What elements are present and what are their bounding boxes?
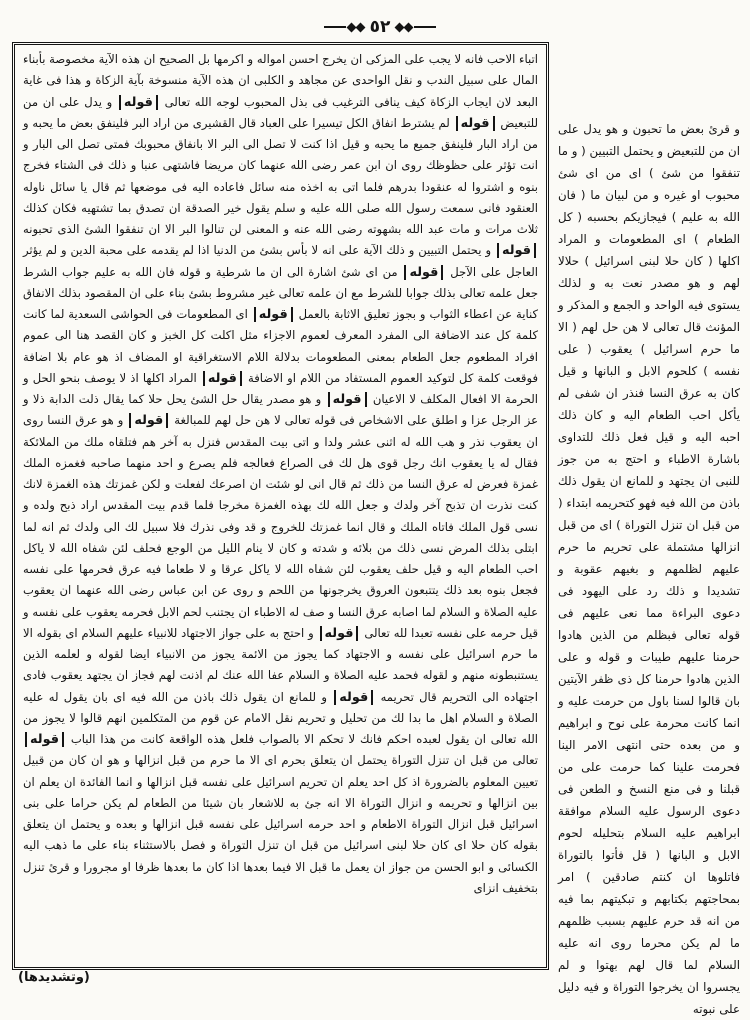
qawluh-marker: قوله <box>404 265 443 280</box>
commentary-segment: و هو عرق النسا روى ان يعقوب نذر و هب الله له اثنى عشر ولدا و اتى بيت المقدس فنزل به آخر هم فتلقاه ملك من الملائكة فقال له يا يعقوب انك رجل قوى هل لك فى الصراع فعالجه فلم يصرع و احد منهما صاحبه فغمزه الملك غمزة فعرض له عرق النسا من ذلك ثم قال انى لو شئت ان اصرعك لفعلت و لكن غمزتك هذه الغمزة لانك كنت نذرت ان تذبح آخر ولدك و جعل الله لك بهذه الغمزة مخرجا فلما قدم بيت المقدس اراد ذبح ولده و نسى قول الملك فاتاه الملك و قال انما غمزتك للخروج و قد وفى نذرك فلا سبيل لك الى ولدك ثم انه لما ابتلى بذلك المرض نسى ذلك من بلائه و شدته و كان لا ينام الليل من الوجع فحلف لئن شفاه الله لا ياكل احب الطعام اليه و قيل حلف يعقوب لئن شفاه الله لا ياكل عرقا و لا طعاما فيه عرق فحرمها على نفسه فجعل بنوه بعد ذلك يتتبعون العروق يخرجونها من اللحم و روى عن ابن عباس رضى الله عنهما ان يعقوب عليه الصلاة و السلام لما اصابه عرق النسا و صف له الاطباء ان يجتنب لحم الابل فحرمه يعقوب على نفسه و قيل حرمه على نفسه تعبدا لله تعالى <box>23 413 538 640</box>
commentary-segment: لم يشترط انفاق الكل تيسيرا على العباد قال القشيرى من اراد البر فلينفق بعض ما يحبه و من اراد البار فلينفق جميع ما يحبه و قيل اذا كنت لا تصل الى البر الا بانفاق محبوبك فمتى تصل الى البار و انت تؤثر على حظوظك روى ان ابن عمر رضى الله عنهما كان مريضا فاشتهى عنبا و ذلك فى الشتاء فخرج بنوه و اشتروا له عنقودا بدرهم فلما اتى به اخذه منه سائل فاعاده اليه فى موضعها ثم قال يا سائل ناوله العنقود فانى سمعت رسول الله صلى الله عليه و سلم يقول خير الصدقة ان تصدق بما تشتهيه فكان كذلك ثلاث مرات و مات عبد الله بشهوته رضى الله عنه و المعنى لن تنالوا البر الا ان تنفقوا الشئ الذى تحبونه <box>23 115 538 236</box>
commentary-segment: و هو مصدر يقال حل الشئ يحل حلا كما يقال ذلت الدابة ذلا و عز الرجل عزا و اطلق على الاشخاص فى قوله تعالى لا هن حل لهم للمبالغة <box>23 392 539 428</box>
main-commentary-frame <box>12 42 549 970</box>
qawluh-marker: قوله <box>320 626 359 641</box>
qawluh-marker: قوله <box>328 392 367 407</box>
qawluh-marker: قوله <box>254 307 293 322</box>
page-number-value: ٥٢ <box>369 17 391 37</box>
qawluh-marker: قوله <box>334 690 373 705</box>
qawluh-marker: قوله <box>129 413 168 428</box>
commentary-segment: اى المطعومات فى الحواشى السعدية لما كانت كلمة كل عند الاضافة الى المفرد المعرف لعموم الاجزاء مثل اكلت كل الخبز و كان القصد هنا الى عموم افراد المطعوم جعل الطعام بمعنى المطعومات بدلالة اللام الاستغراقية او المضاف اذ هو عام بلا اضافة فوقعت كلمة كل لتوكيد العموم المستفاد من اللام او الاضافة <box>23 307 539 385</box>
commentary-segment: و للمانع ان يقول ذلك باذن من الله فيه اى بان يقول له عليه الصلاة و السلام اهل ما بدا لك من تحليل و تحريم نقل الامام عن قوم من المتكلمين انهم قالوا لا يجوز من الله تعالى ان يقول لعبده احكم فانك لا تحكم الا بالصواب فلعل هذه الواقعة كانت من هذا الباب <box>23 689 538 746</box>
page-number <box>290 14 470 40</box>
qawluh-marker: قوله <box>456 116 495 131</box>
commentary-segment: و يدل على ان من للتبعيض <box>23 94 539 130</box>
commentary-segment: تعالى من قبل ان تنزل التوراة يحتمل ان يتعلق بحرم اى الا ما حرم من قبل انزالها و هو ان كان من قبيل تعيين المعلوم بالضرورة اذ كل احد يعلم ان تحريم اسرائيل على نفسه قبل انزالها و انما الفائدة ان يعلم ان بين انزالها و تحريمه و انزال التوراة الا انه جئ به للاشعار بان شيئا من الطعام لم يكن حراما على بنى اسرائيل قبل انزال التوراة الاطعام و احد حرمه اسرائيل على نفسه قبل انزالها و بعده و يحتمل ان يتعلق بقوله كان حلا اى كان حلا لبنى اسرائيل من قبل ان تنزل التوراة و فصل بالاستثناء بناء على ما ذهب اليه الكسائى و ابو الحسن من جواز ان يعمل ما قبل الا فيما بعدها اذا كان ما بعدها ظرفا او مجرورا و قرئ تنزل بتخفيف انزاى <box>23 753 538 895</box>
qawluh-marker: قوله <box>119 95 158 110</box>
qawluh-marker: قوله <box>497 243 536 258</box>
commentary-segment: و احتج به على جواز الاجتهاد للانبياء عليهم السلام اى بقوله الا ما حرم اسرائيل على نفسه و الاجتهاد كما يجوز من الائمة يجوز من الانبياء ايضا لقوله و لعلمه الذين يستنبطونه منهم و لقوله فحمد عليه الصلاة و السلام عفا الله عنك لم اذنت لهم فجاز ان يجتهد يعقوب فادى اجتهاده الى التحريم قال تحريمه <box>23 625 538 704</box>
main-commentary-text <box>23 49 538 899</box>
header-ornament-left <box>324 24 364 31</box>
qawluh-marker: قوله <box>25 732 64 747</box>
qawluh-marker: قوله <box>203 371 242 386</box>
commentary-segment: من اى شئ اشارة الى ان ما شرطية و قوله فان الله به عليم جواب الشرط جعل علمه تعالى بذلك جوابا للشرط مع ان علمه تعالى غير مشروط بشئ بناء على ان المقصود بذلك الانفاق كناية عن اعطاء الثواب و بجوز تعليق الاثابة بالعمل <box>23 264 538 321</box>
commentary-segment: المراد اكلها اذ لا يوصف بنحو الحل و الحرمة الا افعال المكلف لا الاعيان <box>23 370 539 406</box>
commentary-segment: اتباء الاحب فانه لا يجب على المزكى ان يخرج احسن امواله و اكرمها بل الصحيح ان هذه الآية مخصوصة بأبناء المال على سبيل الندب و نقل الواحدى عن مجاهد و الكلبى ان هذه الآية منسوخة بآية الزكاة و هذا فى غاية البعد لان ايجاب الزكاة كيف ينافى الترغيب فى بذل المحبوب لوجه الله تعالى <box>23 52 539 109</box>
margin-tafsir-text: و قرئ بعض ما تحبون و هو يدل على ان من للتبعيض و يحتمل التبيين ( و ما تنفقوا من شئ ) اى من اى شئ محبوب او غيره و من لبيان ما ( فان الله به عليم ) فيجازيكم بحسبه ( كل الطعام ) اى المطعومات و المراد اكلها ( كان حلا لبنى اسرائيل ) حلالا لهم و هو مصدر نعت به و لذلك يستوى فيه الواحد و الجمع و المذكر و المؤنث قال تعالى لا هن حل لهم ( الا ما حرم اسرائيل ) يعقوب ( على نفسه ) كلحوم الابل و البانها و قيل كان به عرق النسا فنذر ان شفى لم يأكل احب الطعام اليه و كان ذلك احبه اليه و قيل فعل ذلك للتداوى باشارة الاطباء و احتج به من جوز للنبى ان يجتهد و للمانع ان يقول ذلك باذن من الله فيه فهو كتحريمه ابتداء ( من قبل ان تنزل التوراة ) اى من قبل انزالها مشتملة على تحريم ما حرم عليهم لظلمهم و بغيهم عقوبة و تشديدا و ذلك رد على اليهود فى دعوى البراءة مما نعى عليهم فى قوله تعالى فبظلم من الذين هادوا حرمنا عليهم طيبات و قوله و على الذين هادوا حرمنا كل ذى ظفر الآيتين بان قالوا لسنا باول من حرمت عليه و انما كانت محرمة على نوح و ابراهيم و من بعده حتى انتهى الامر الينا فحرمت علينا كما حرمت على من قبلنا و فى منع النسخ و الطعن فى دعوى الرسول عليه السلام موافقة ابراهيم عليه السلام بتحليله لحوم الابل و البانها ( قل فأتوا بالتوراة فاتلوها ان كنتم صادقين ) امر بمحاجتهم بكتابهم و تبكيتهم بما فيه من انه قد حرم عليهم بسبب ظلمهم ما لم يكن محرما روى انه عليه السلام لما قال لهم بهتوا و لم يجسروا ان يخرجوا التوراة و فيه دليل على نبوته <box>558 122 740 1016</box>
header-ornament-right <box>396 24 436 31</box>
commentary-segment: و يحتمل التبيين و ذلك الآية على انه لا بأس بشئ من الدنيا اذا لم يقدمه على محبة الدين و لم يؤثر العاجل على الآجل <box>23 243 538 279</box>
catchword: (وتشديدها) <box>18 970 90 985</box>
